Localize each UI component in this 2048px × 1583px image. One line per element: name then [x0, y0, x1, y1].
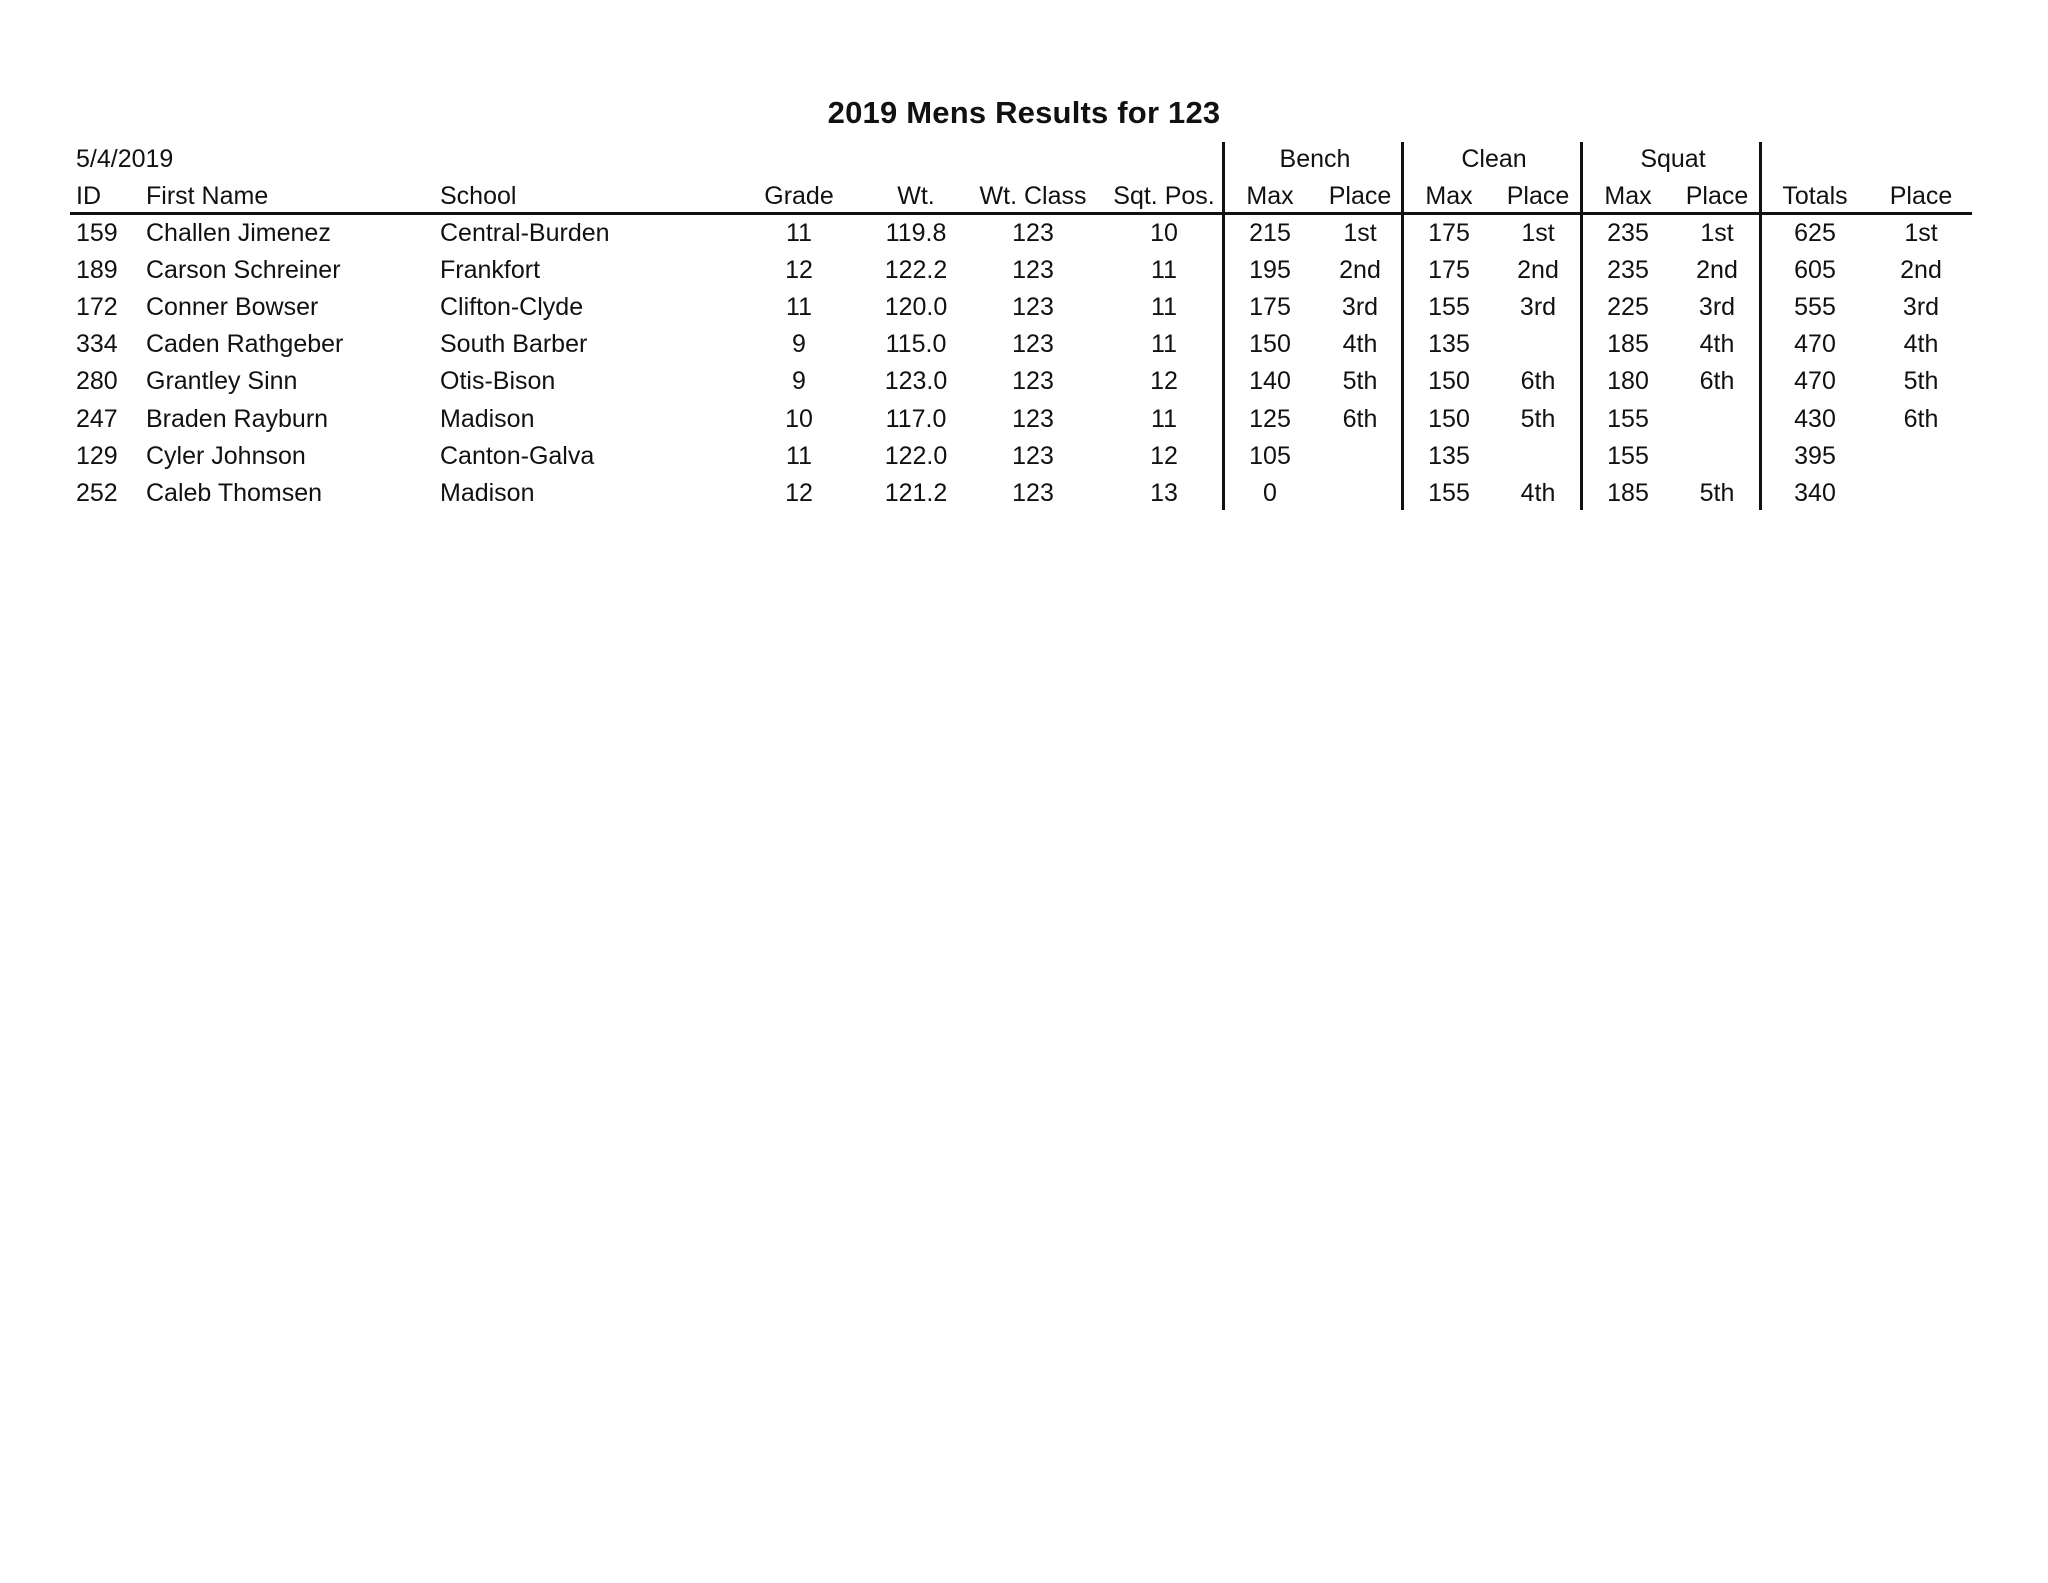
cell-place: 3rd	[1902, 293, 1940, 321]
divider-clean	[1401, 142, 1404, 510]
cell-clean-place: 6th	[1520, 367, 1556, 395]
cell-squat-place: 5th	[1699, 479, 1735, 507]
header-bench-max: Max	[1246, 182, 1294, 210]
cell-first-name: Grantley Sinn	[146, 367, 298, 395]
cell-first-name: Carson Schreiner	[146, 256, 341, 284]
header-wt-class: Wt. Class	[979, 182, 1087, 210]
cell-grade: 12	[785, 479, 813, 507]
cell-squat-max: 155	[1607, 405, 1649, 433]
cell-school: Clifton-Clyde	[440, 293, 584, 321]
cell-id: 334	[76, 330, 118, 358]
cell-clean-place: 3rd	[1519, 293, 1557, 321]
header-squat-place: Place	[1685, 182, 1749, 210]
cell-clean-place: 5th	[1520, 405, 1556, 433]
cell-place: 4th	[1903, 330, 1939, 358]
cell-bench-max: 175	[1249, 293, 1291, 321]
header-squat-max: Max	[1604, 182, 1652, 210]
cell-id: 189	[76, 256, 118, 284]
cell-totals: 430	[1794, 405, 1836, 433]
cell-wt-class: 123	[1012, 442, 1054, 470]
cell-clean-place: 2nd	[1517, 256, 1559, 284]
cell-squat-place: 6th	[1699, 367, 1735, 395]
cell-id: 252	[76, 479, 118, 507]
cell-squat-place: 3rd	[1698, 293, 1736, 321]
cell-squat-max: 185	[1607, 330, 1649, 358]
cell-clean-place: 1st	[1521, 219, 1555, 247]
cell-bench-max: 215	[1249, 219, 1291, 247]
cell-wt: 122.0	[884, 442, 948, 470]
cell-bench-max: 125	[1249, 405, 1291, 433]
cell-grade: 11	[786, 442, 812, 470]
header-clean-max: Max	[1425, 182, 1473, 210]
cell-totals: 605	[1794, 256, 1836, 284]
cell-place: 1st	[1904, 219, 1938, 247]
cell-sqt-pos: 10	[1150, 219, 1178, 247]
cell-first-name: Braden Rayburn	[146, 405, 329, 433]
cell-totals: 555	[1794, 293, 1836, 321]
header-first-name: First Name	[146, 182, 269, 210]
cell-wt: 121.2	[884, 479, 948, 507]
cell-clean-max: 155	[1428, 293, 1470, 321]
header-id: ID	[76, 182, 101, 210]
cell-place: 6th	[1903, 405, 1939, 433]
cell-sqt-pos: 11	[1151, 405, 1177, 433]
cell-grade: 11	[786, 219, 812, 247]
cell-wt: 117.0	[885, 405, 947, 433]
cell-wt-class: 123	[1012, 256, 1054, 284]
cell-sqt-pos: 11	[1151, 293, 1177, 321]
cell-id: 280	[76, 367, 118, 395]
cell-first-name: Caleb Thomsen	[146, 479, 323, 507]
cell-grade: 12	[785, 256, 813, 284]
cell-grade: 11	[786, 293, 812, 321]
divider-bench	[1222, 142, 1225, 510]
cell-sqt-pos: 12	[1150, 442, 1178, 470]
header-school: School	[440, 182, 517, 210]
cell-wt-class: 123	[1012, 219, 1054, 247]
cell-place: 2nd	[1900, 256, 1942, 284]
header-clean-place: Place	[1506, 182, 1570, 210]
cell-school: South Barber	[440, 330, 588, 358]
cell-wt: 123.0	[884, 367, 948, 395]
cell-clean-place: 4th	[1520, 479, 1556, 507]
cell-school: Otis-Bison	[440, 367, 556, 395]
cell-totals: 395	[1794, 442, 1836, 470]
cell-squat-place: 2nd	[1696, 256, 1738, 284]
cell-first-name: Conner Bowser	[146, 293, 319, 321]
cell-clean-max: 150	[1428, 367, 1470, 395]
header-wt: Wt.	[897, 182, 935, 210]
cell-clean-max: 155	[1428, 479, 1470, 507]
cell-totals: 470	[1794, 367, 1836, 395]
cell-wt-class: 123	[1012, 293, 1054, 321]
header-rule	[70, 212, 1972, 215]
cell-bench-max: 195	[1249, 256, 1291, 284]
cell-wt: 122.2	[884, 256, 948, 284]
divider-squat	[1580, 142, 1583, 510]
group-label-squat: Squat	[1640, 145, 1706, 173]
cell-clean-max: 175	[1428, 256, 1470, 284]
cell-bench-place: 1st	[1343, 219, 1377, 247]
group-label-bench: Bench	[1279, 145, 1351, 173]
header-totals: Totals	[1782, 182, 1848, 210]
cell-squat-max: 235	[1607, 256, 1649, 284]
cell-clean-max: 175	[1428, 219, 1470, 247]
cell-bench-max: 105	[1249, 442, 1291, 470]
cell-squat-max: 180	[1607, 367, 1649, 395]
cell-wt: 115.0	[885, 330, 947, 358]
cell-sqt-pos: 11	[1151, 256, 1177, 284]
cell-school: Madison	[440, 405, 535, 433]
cell-grade: 10	[785, 405, 813, 433]
cell-bench-place: 5th	[1342, 367, 1378, 395]
cell-first-name: Challen Jimenez	[146, 219, 331, 247]
cell-grade: 9	[792, 367, 806, 395]
header-grade: Grade	[764, 182, 834, 210]
cell-squat-max: 235	[1607, 219, 1649, 247]
cell-wt: 120.0	[884, 293, 948, 321]
cell-bench-place: 6th	[1342, 405, 1378, 433]
divider-totals	[1759, 142, 1762, 510]
cell-id: 172	[76, 293, 118, 321]
cell-clean-max: 135	[1428, 442, 1470, 470]
page-title: 2019 Mens Results for 123	[827, 95, 1221, 130]
cell-grade: 9	[792, 330, 806, 358]
cell-school: Madison	[440, 479, 535, 507]
cell-school: Central-Burden	[440, 219, 610, 247]
cell-wt-class: 123	[1012, 367, 1054, 395]
cell-sqt-pos: 13	[1150, 479, 1178, 507]
cell-totals: 625	[1794, 219, 1836, 247]
cell-place: 5th	[1903, 367, 1939, 395]
cell-bench-place: 2nd	[1339, 256, 1381, 284]
cell-id: 247	[76, 405, 118, 433]
cell-squat-max: 225	[1607, 293, 1649, 321]
cell-first-name: Cyler Johnson	[146, 442, 306, 470]
cell-bench-max: 0	[1263, 479, 1277, 507]
cell-id: 129	[76, 442, 118, 470]
cell-squat-place: 1st	[1700, 219, 1734, 247]
cell-sqt-pos: 12	[1150, 367, 1178, 395]
cell-bench-max: 150	[1249, 330, 1291, 358]
cell-wt: 119.8	[885, 219, 947, 247]
cell-wt-class: 123	[1012, 330, 1054, 358]
cell-school: Canton-Galva	[440, 442, 595, 470]
cell-squat-max: 155	[1607, 442, 1649, 470]
cell-totals: 470	[1794, 330, 1836, 358]
cell-clean-max: 135	[1428, 330, 1470, 358]
header-bench-place: Place	[1328, 182, 1392, 210]
cell-wt-class: 123	[1012, 479, 1054, 507]
cell-bench-max: 140	[1249, 367, 1291, 395]
cell-totals: 340	[1794, 479, 1836, 507]
cell-wt-class: 123	[1012, 405, 1054, 433]
cell-school: Frankfort	[440, 256, 541, 284]
cell-id: 159	[76, 219, 118, 247]
cell-squat-max: 185	[1607, 479, 1649, 507]
cell-sqt-pos: 11	[1151, 330, 1177, 358]
cell-first-name: Caden Rathgeber	[146, 330, 344, 358]
cell-squat-place: 4th	[1699, 330, 1735, 358]
header-place: Place	[1889, 182, 1953, 210]
header-sqt-pos: Sqt. Pos.	[1113, 182, 1215, 210]
cell-bench-place: 4th	[1342, 330, 1378, 358]
group-label-clean: Clean	[1461, 145, 1527, 173]
cell-bench-place: 3rd	[1341, 293, 1379, 321]
cell-clean-max: 150	[1428, 405, 1470, 433]
report-date: 5/4/2019	[76, 145, 174, 173]
